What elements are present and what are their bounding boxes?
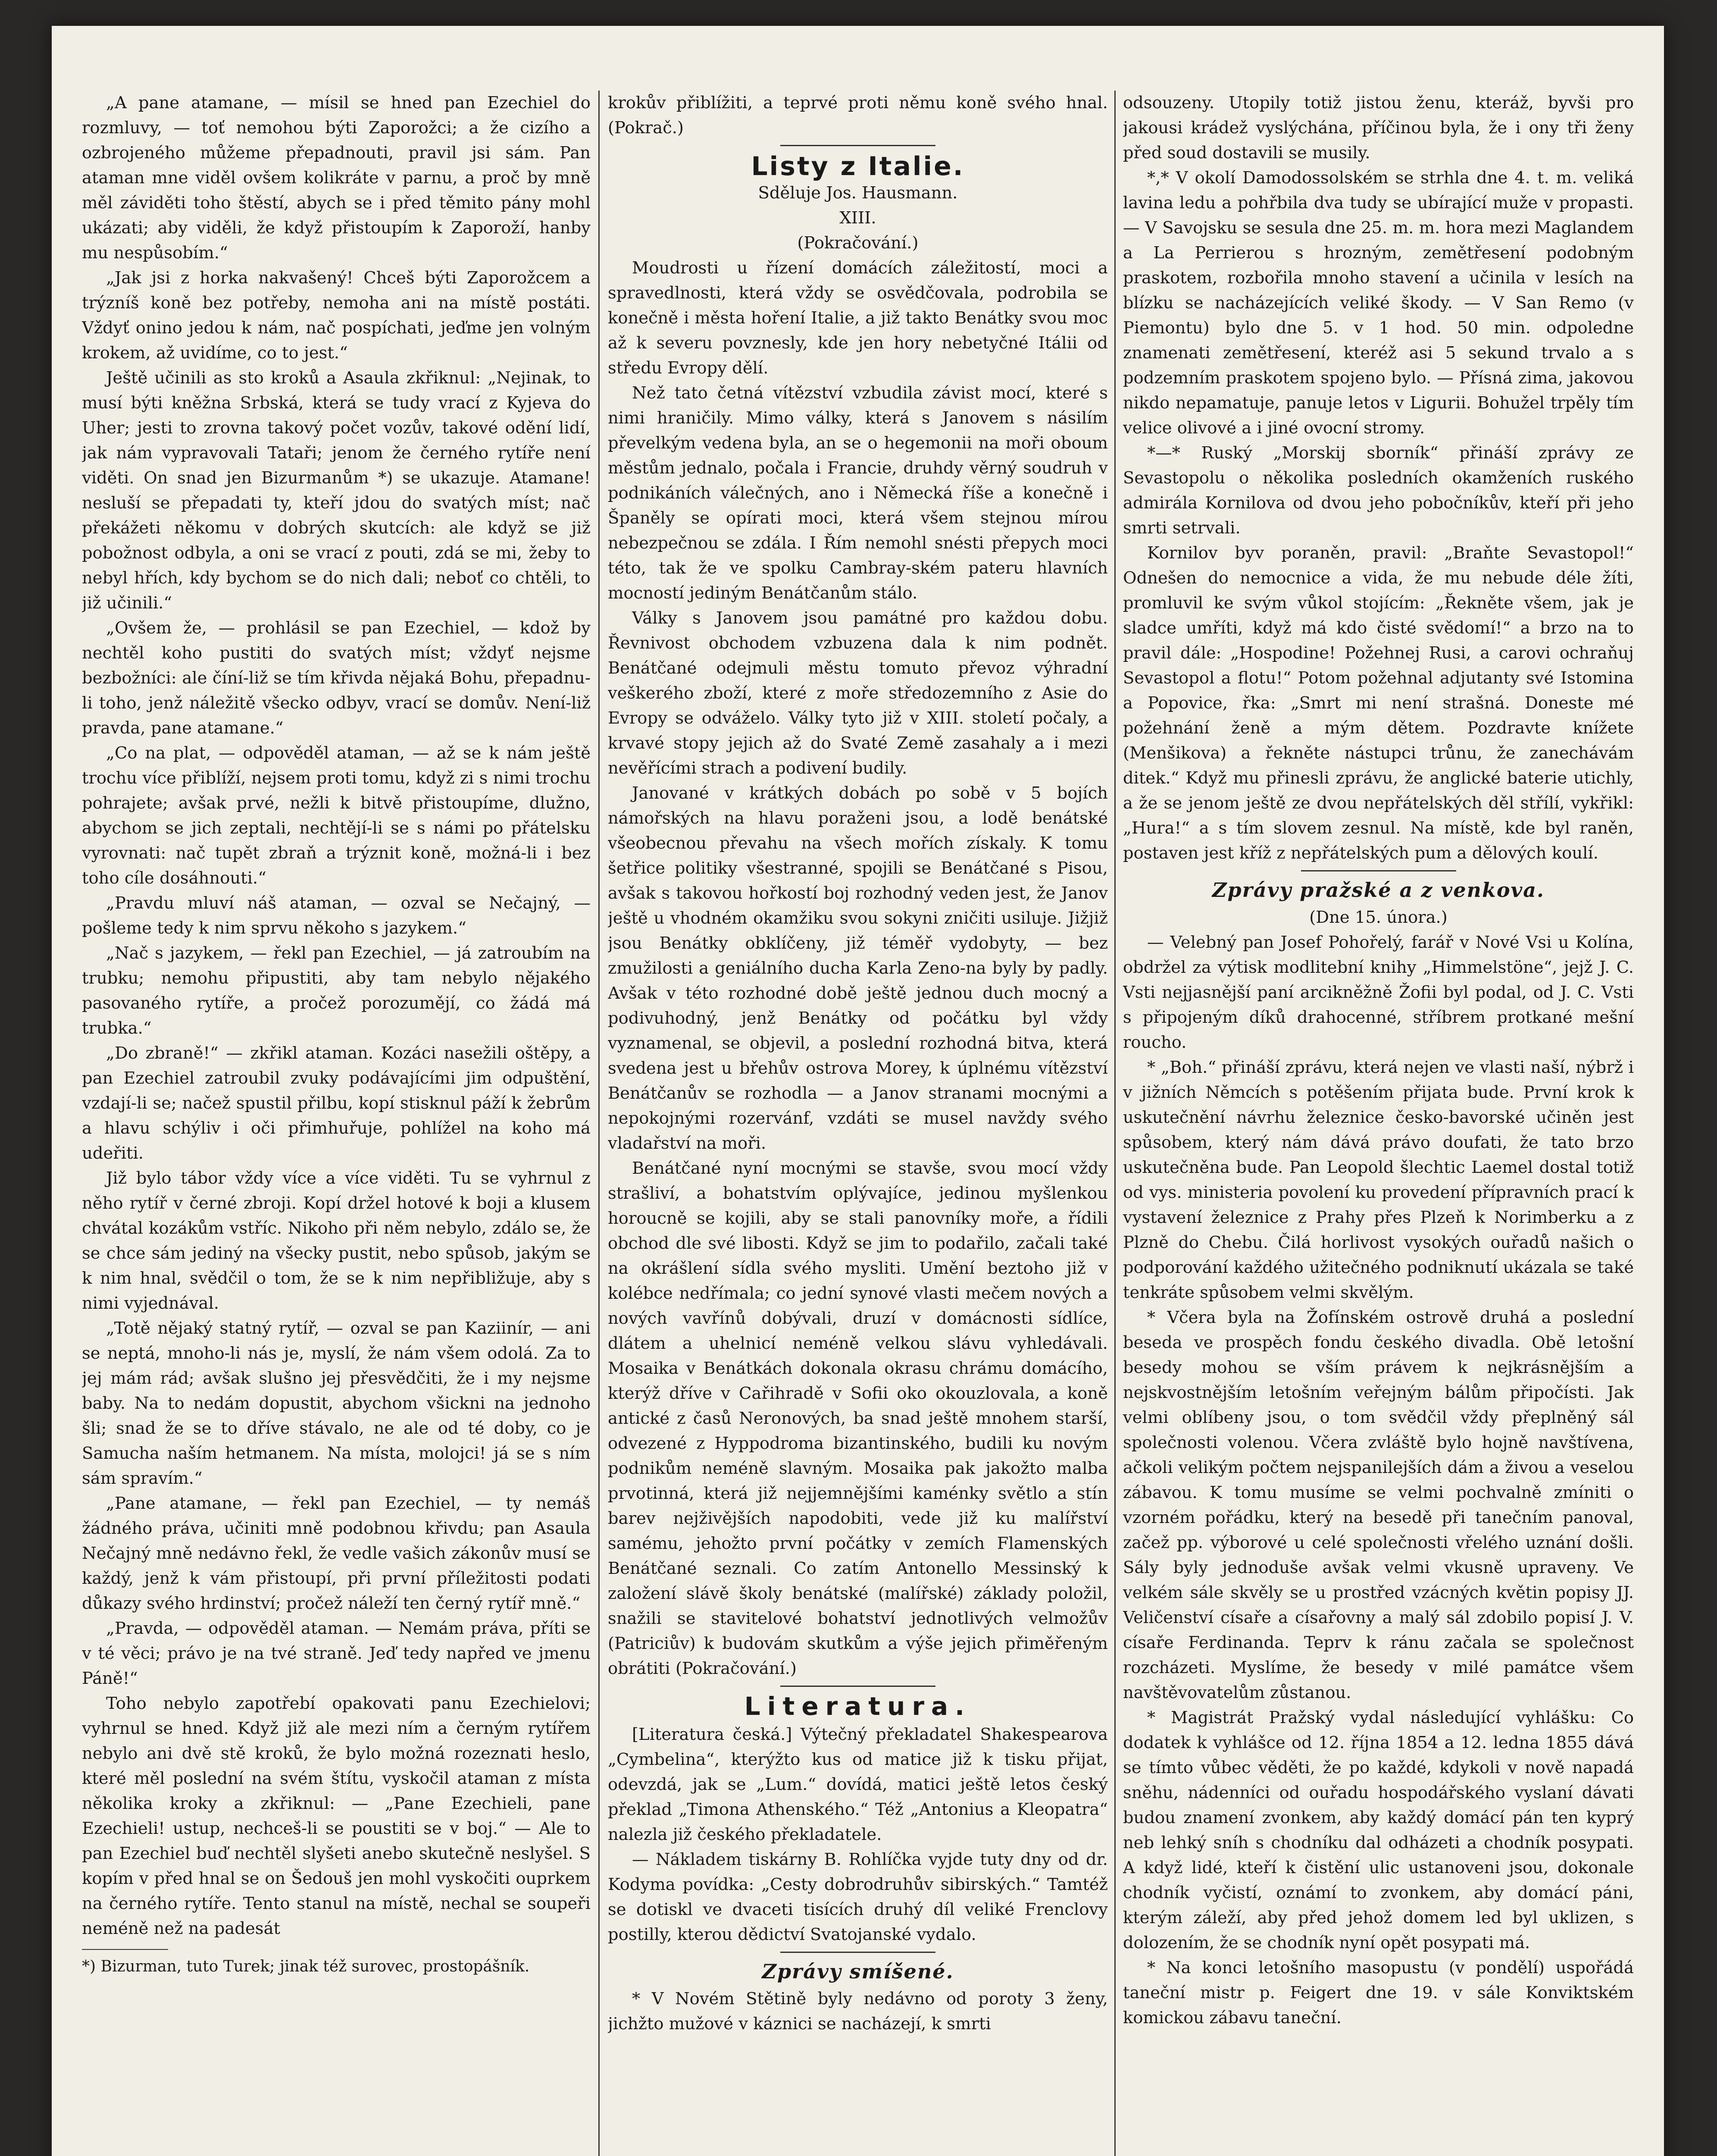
section-heading-literature: Literatura. (744, 1692, 972, 1721)
column-divider (598, 91, 600, 2156)
section-heading-miscellaneous: Zprávy smíšené. (762, 1960, 954, 1983)
story-paragraph: Již bylo tábor vždy více a více viděti. Tu se vyhrnul z něho rytíř v černé zbroji. Kopí držel hotové k boji a klusem chvátal kozákům vstříc. Nikoho při něm nebylo, zdálo se, že se chce sám jediný na všecky pustit, nebo spůsob, jakým se k nim hnal, svědčil o tom, že se k nim nepřibližuje, aby s nimi vyjednával. (82, 1169, 591, 1313)
news-item: — Velebný pan Josef Pohořelý, farář v Nové Vsi u Kolína, obdržel za výtisk modlitební knihy „Himmelstöne“, jejž J. C. Vsti nejjasnější paní arcikněžně Žofii byl podal, od J. C. Vsti s připojeným díků drahocenné, stříbrem protkané mešní roucho. (1123, 933, 1634, 1052)
news-item: * „Boh.“ přináší zprávu, která nejen ve vlasti naší, nýbrž i v jižních Němcích s potěšením přijata bude. První krok k uskutečnění návrhu železnice česko-bavorské učiněn jest spůsobem, který nám dává právo doufati, že tato brzo uskutečněna bude. Pan Leopold šlechtic Laemel dostal totiž od vys. ministeria povolení ku provedení přípravních prací k vystavení železnice z Prahy přes Plzeň k Norimberku a z Plzně do Chebu. Čilá horlivost vysokých ouřadů našich o podporování každého užitečného podniknutí ukázala se také tenkráte spůsobem velmi skvělým. (1123, 1058, 1634, 1302)
news-item: * Na konci letošního masopustu (v pondělí) uspořádá taneční mistr p. Feigert dne 19. v sále Konviktském komickou zábavu taneční. (1123, 1958, 1634, 2028)
story-paragraph: „Pravdu mluví náš ataman, — ozval se Nečajný, — pošleme tedy k nim sprvu někoho s jazykem.“ (82, 893, 591, 938)
column-1 (82, 91, 591, 2156)
byline: Sděluje Jos. Hausmann. (758, 183, 958, 203)
story-paragraph: „Pane atamane, — řekl pan Ezechiel, — ty nemáš žádného práva, učiniti mně podobnou křivdu; pan Asaula Nečajný mně nedávno řekl, že vedle vašich zákonův musí se každý, jenž k vám přistoupí, při první příležitosti podati důkazy svého hrdinství; pročež náleží ten černý rytíř mně.“ (82, 1494, 591, 1613)
footnote: *) Bizurman, tuto Turek; jinak též surovec, prostopášník. (82, 1958, 530, 1975)
news-item: odsouzeny. Utopily totiž jistou ženu, kteráž, byvši pro jakousi krádež vyslýchána, příčinou byla, že i ony tři ženy před soud dostavili se musily. (1123, 93, 1634, 163)
story-paragraph: „Nač s jazykem, — řekl pan Ezechiel, — já zatroubím na trubku; nemohu připustiti, aby tam nebylo nějakého pasovaného rytíře, a pročež porozumějí, co žádá má trubka.“ (82, 943, 591, 1038)
article-paragraph: Janované v krátkých dobách po sobě v 5 bojích námořských na hlavu poraženi jsou, a lodě benátské všeobecnou převahu na všech mořích získaly. K tomu šetřice politiky všestranné, spojili se Benátčané s Pisou, avšak s takovou hořkostí boj rozhodný veden jest, že Janov ještě u vhodném okamžiku svou sokyni zničiti usiluje. Jižjiž jsou Benátky obklíčeny, již téměř vydobyty, — bez zmužilosti a geniálního ducha Karla Zeno-na byly by padly. Avšak v této rozhodné době ještě jednou duch mocný a podivuhodný, jenž Benátky od počátku byl vždy vyznamenal, se objevil, a poslední rozhodná bitva, která svedena jest u břehův ostrova Morey, k úplnému vítězství Benátčanův se rozhodla — a Janov stranami mocnými a nepokojnými rozervánf, vzdáti se musel navždy svého vladařství na moři. (608, 783, 1108, 1153)
news-item: Kornilov byv poraněn, pravil: „Braňte Sevastopol!“ Odnešen do nemocnice a vida, že mu nebude déle žíti, promluvil ke svým vůkol stojícím: „Řekněte všem, jak je sladce umříti, když má kdo čisté svědomí!“ a brzo na to pravil dále: „Hospodine! Požehnej Rusi, a carovi ochraňuj Sevastopol a flotu!“ Potom požehnal adjutanty své Istomina a Popovice, řka: „Smrt mi není strašná. Doneste mé požehnání ženě a mým dětem. Pozdravte knížete (Menšikova) a řekněte nástupci trůnu, že zanechávám ditek.“ Když mu přinesli zprávu, že anglické baterie utichly, a že se jenom ještě ze dvou nepřátelských děl střílí, vykřikl: „Hura!“ a s tím slovem zesnul. Na místě, kde byl raněn, postaven jest kříž z nepřátelských pum a dělových koulí. (1123, 543, 1634, 863)
story-paragraph: „A pane atamane, — mísil se hned pan Ezechiel do rozmluvy, — toť nemohou býti Zaporožci; a že cizího a ozbrojeného můžeme přepadnouti, pravil jsi sám. Pan ataman mne viděl ovšem kolikráte v parnu, a proč by mně měl záviděti toho štěstí, abych se i před těmito pány mohl ukázati; aby viděli, že když přistoupím k Zaporoží, hanby mu nespůsobím.“ (82, 93, 591, 263)
footnote-divider (82, 1949, 168, 1950)
news-item: * V Novém Stětině byly nedávno od poroty 3 ženy, jichžto mužové v káznici se nacházejí, k smrti (608, 1989, 1108, 2034)
news-item: * Magistrát Pražský vydal následující vyhlášku: Co dodatek k vyhlášce od 12. října 1854 a 12. ledna 1855 dává se tímto vůbec věděti, že po každé, kdykoli v nově napadá sněhu, nádenníci od ouřadu hospodářského vyslaní dávati budou znamení zvonkem, aby každý domácí pán ten kyprý neb lehký sníh s chodníku dal odházeti a chodník posypati. A když lidé, kteří k čistění ulic ustanoveni jsou, dokonale chodník vyčistí, oznámí to zvonkem, aby domácí páni, kterým záleží, aby před jehož domem led byl uklizen, s dolozením, že se chodník nyní opět posypati má. (1123, 1708, 1634, 1952)
article-paragraph: Války s Janovem jsou památné pro každou dobu. Řevnivost obchodem vzbuzena dala k nim podnět. Benátčané odejmuli městu tomuto převoz výhradní veškerého zboží, které z moře středozemního z Asie do Evropy se odváželo. Války tyto již v XIII. století počaly, a krvavé stopy jejich až do Svaté Země zasahaly a i mezi nevěřícími strach a podivení budily. (608, 608, 1108, 778)
story-continuation: krokův přiblížiti, a teprvé proti němu koně svého hnal. (Pokrač.) (608, 93, 1108, 138)
part-number: XIII. (839, 208, 876, 228)
story-paragraph: „Jak jsi z horka nakvašený! Chceš býti Zaporožcem a trýzníš koně bez potřeby, nemoha ani na místě postáti. Vždyť onino jedou k nám, nač pospíchati, jeďme jen volným krokem, až uvidíme, co to jest.“ (82, 268, 591, 363)
column-2 (608, 91, 1108, 2156)
article-paragraph: Než tato četná vítězství vzbudila závist mocí, které s nimi hraničily. Mimo války, která s Janovem s násilím převelkým vedena byla, an se o hegemonii na moři oboum městům jednalo, počala i Francie, druhdy věrný soudruh v podnikáních válečných, ano i Německá říše a konečně i Španěly se opírati moci, která všem stejnou mírou nebezpečnou se zdála. I Řím nemohl snésti přepych moci této, tak že ve spolku Cambray-ském pateru hlavních mocností jediným Benátčanům stálo. (608, 383, 1108, 603)
news-item: *—* Ruský „Morskij sborník“ přináší zprávy ze Sevastopolu o několika posledních okamženích ruského admirála Kornilova od dvou jeho pobočníkův, kteří při jeho smrti setrvali. (1123, 443, 1634, 538)
continuation-note: (Pokračování.) (797, 233, 919, 253)
section-divider (780, 145, 935, 146)
literature-item: [Literatura česká.] Výtečný překladatel Shakespearova „Cymbelina“, kterýžto kus od matice již k tisku přijat, odevzdá, jak se „Lum.“ dovídá, matici ještě letos český překlad „Timona Athenského.“ Též „Antonius a Kleopatra“ nalezla již českého překladatele. (608, 1725, 1108, 1844)
news-item: * Včera byla na Žofínském ostrově druhá a poslední beseda ve prospěch fondu českého divadla. Obě letošní besedy mohou se vším právem k nejkrásnějším a nejskvostnějším letošním veřejným bálům připočísti. Jak velmi oblíbeny jsou, o tom svědčil vždy přeplněný sál společnosti volenou. Včera zvláště bylo hojně navštívena, ačkoli velikým počtem nejspanilejších dám a živou a veselou zábavou. K tomu musíme se velmi pochvalně zmíniti o vzorném pořádku, který na besedě při tanečním panoval, začež pp. výborové u celé společnosti vřelého uznání došli. Sály byly jednoduše avšak velmi vkusně upraveny. Ve velkém sále skvěly se u prostřed vzácných květin popisy JJ. Veličenství císaře a císařovny a malý sál zdobilo popisí J. V. císaře Ferdinanda. Teprv k ránu začala se společnost rozcházeti. Myslíme, že besedy v milé památce všem navštěvovatelům zůstanou. (1123, 1308, 1634, 1702)
story-paragraph: „Totě nějaký statný rytíř, — ozval se pan Kaziinír, — ani se neptá, mnoho-li nás je, myslí, že nám všem odolá. Za to jej mám rád; avšak slušno jej přesvědčiti, že i my nejsme baby. Na to nedám dopustit, abychom všickni na jednoho šli; snad že se to dříve stávalo, ne ale od té doby, co je Samucha naším hetmanem. Na místa, molojci! já se s ním sám spravím.“ (82, 1319, 591, 1488)
story-paragraph: Ještě učinili as sto kroků a Asaula zkřiknul: „Nejinak, to musí býti kněžna Srbská, která se tudy vrací z Kyjeva do Uher; jesti to zrovna takový počet vozův, takové odění lidí, jak nám vypravovali Tataři; jenom že černého rytíře není viděti. On snad jen Bizurmanům *) se ukazuje. Atamane! nesluší se přepadati ty, kteří jdou do svatých míst; nač překážeti někomu v dobrých skutcích: ale když se již pobožnost odbyla, a oni se vrací z pouti, zdá se mi, žeby to nebyl hřích, kdy bychom se do nich dali; neboť co chtěli, to již učinili.“ (82, 368, 591, 613)
story-paragraph: Toho nebylo zapotřebí opakovati panu Ezechielovi; vyhrnul se hned. Když již ale mezi ním a černým rytířem nebylo ani dvě stě kroků, že bylo možná rozeznati heslo, které měl poslední na svém štítu, vyskočil ataman z místa několika kroky a zkřiknul: — „Pane Ezechieli, pane Ezechieli! ustup, nechceš-li se poustiti se v boj.“ — Ale to pan Ezechiel buď nechtěl slyšeti anebo skutečně neslyšel. S kopím v před hnal se on Šedouš jen mohl vyskočiti ouprkem na černého rytíře. Tento stanul na místě, nechal se soupeři neméně než na padesát (82, 1694, 591, 1938)
story-paragraph: „Ovšem že, — prohlásil se pan Ezechiel, — kdož by nechtěl koho pustiti do svatých míst; vždyť nejsme bezbožníci: ale číní-liž se tím křivda nějaká Bohu, přepadnu-li toho, jenž náležitě všecko odbyv, vrací se domův. Není-liž pravda, pane atamane.“ (82, 618, 591, 738)
section-divider (780, 1952, 935, 1953)
section-date: (Dne 15. února.) (1309, 908, 1448, 927)
article-paragraph: Moudrosti u řízení domácích záležitostí, moci a spravedlnosti, která vždy se osvědčovala, podrobila se konečně i města hoření Italie, a již takto Benátky svou moc až k severu povznesly, kde jen hory nebetyčné Itálii od středu Evropy dělí. (608, 258, 1108, 378)
literature-item: — Nákladem tiskárny B. Rohlíčka vyjde tuty dny od dr. Kodyma povídka: „Cesty dobrodruhův sibirských.“ Tamtéž se dotiskl ve dvaceti tisících druhý díl veliké Frenclovy postilly, kterou dědictví Svatojanské vydalo. (608, 1850, 1108, 1944)
newspaper-page (52, 26, 1664, 2156)
column-divider (1114, 91, 1116, 2156)
story-paragraph: „Co na plat, — odpověděl ataman, — až se k nám ještě trochu více přiblíží, nejsem proti tomu, když zi s nimi trochu pohrajete; avšak prvé, nežli k bitvě přistoupíme, dlužno, abychom se jich zeptali, nechtějí-li se s námi po přátelsku vyrovnati: nač tupět zbraň a trýznit koně, možná-li i bez toho cíle dosáhnouti.“ (82, 743, 591, 888)
section-divider (1301, 870, 1456, 871)
story-paragraph: „Do zbraně!“ — zkřikl ataman. Kozáci nasežili oštěpy, a pan Ezechiel zatroubil zvuky podávajícími jim odpuštění, vzdají-li se; načež spustil přilbu, kopí stisknul páží k žebrům a hlavu schýliv i oči přimhuřuje, pohlížel na koho má udeřiti. (82, 1044, 591, 1163)
story-paragraph: „Pravda, — odpověděl ataman. — Nemám práva, příti se v té věci; právo je na tvé straně. Jeď tedy napřed ve jmenu Páně!“ (82, 1619, 591, 1688)
section-heading-italy: Listy z Italie. (751, 151, 965, 182)
column-3 (1123, 91, 1634, 2156)
section-divider (780, 1686, 935, 1687)
section-heading-prague-news: Zprávy pražské a z venkova. (1212, 878, 1545, 902)
article-paragraph: Benátčané nyní mocnými se stavše, svou mocí vždy strašliví, a bohatstvím oplývajíce, jedinou myšlenkou horoucně se kojili, aby se stali panovníky moře, a řídili obchod dle své libosti. Když se jim to podařilo, začali také na okrášlení sídla svého mysliti. Umění beztoho již v kolébce nedřímala; co jední synové vlasti mečem nových a nových vavřínů dobývali, druzí v domácnosti sídlíce, dlátem a uhelnicí neméně velkou slávu vyhledávali. Mosaika v Benátkách dokonala okrasu chrámu domácího, kterýž dříve v Cařihradě v Sofii oko okouzlovala, a koně antické z časů Neronových, ba snad ještě mnohem starší, odvezené z Hyppodroma bizantinského, budili ku novým podnikům neméně slavným. Mosaika pak jakožto malba prvotinná, která již nejjemnějšími kaménky světlo a stín barev nejživějších napodobiti, vede již ku malířství samému, jehožto první počátky v zemích Flamenských Benátčané seznali. Co zatím Antonello Messinský k založení slávě školy benátské (malířské) základy položil, snažili se stavitelové bohatství jednotlivých velmožův (Patriciův) k budovám skutkům a výše jejich přiměřeným obrátiti (Pokračování.) (608, 1159, 1108, 1678)
news-item: *,* V okolí Damodossolském se strhla dne 4. t. m. veliká lavina ledu a pohřbila dva tudy se ubírající muže v propasti. — V Savojsku se sesula dne 25. m. m. hora mezi Maglandem a La Perrierou s hrozným, zemětřesení podobným praskotem, rozbořila mnoho stavení a učinila v lesích na blízku se nacházejících veliké škody. — V San Remo (v Piemontu) bylo dne 5. v 1 hod. 50 min. odpoledne znamenati zemětřesení, kteréž asi 5 sekund trvalo a s podzemním praskotem spojeno bylo. — Přísná zima, jakovou nikdo nepamatuje, panuje letos v Ligurii. Bohužel trpěly tím velice olivové a i jiné ovocní stromy. (1123, 168, 1634, 438)
